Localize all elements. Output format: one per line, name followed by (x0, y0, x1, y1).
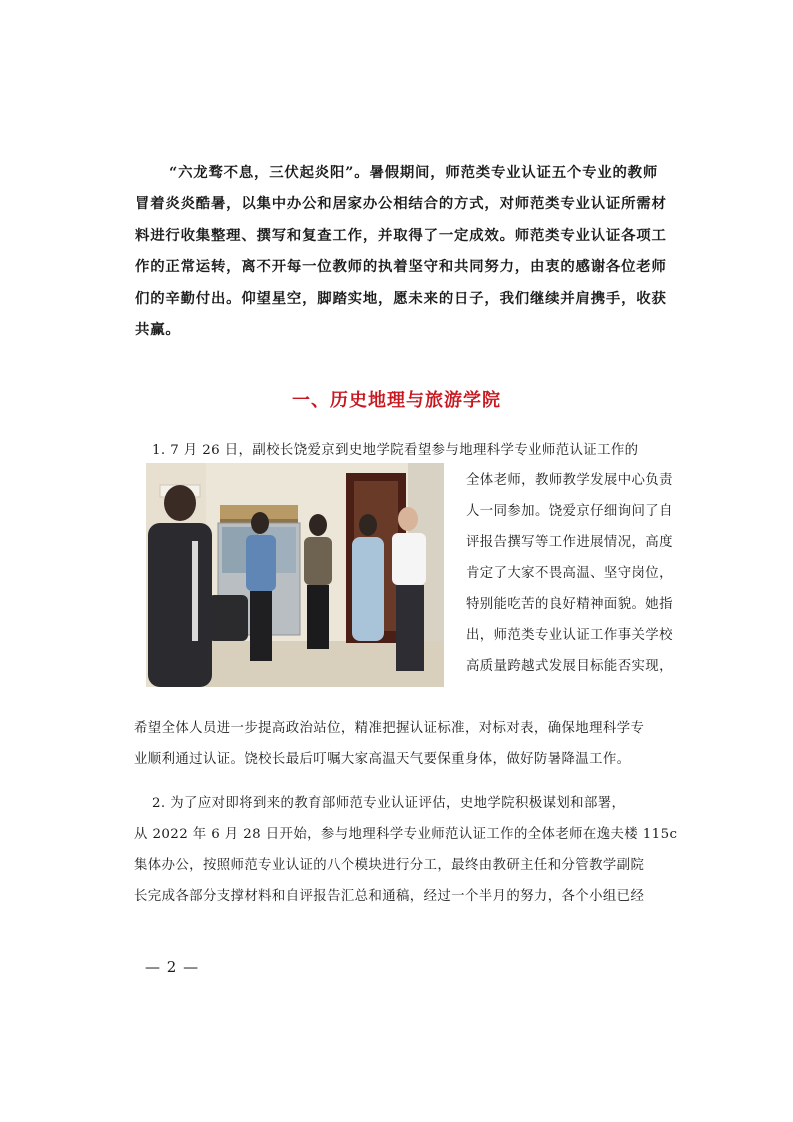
item1-wrap-line: 肯定了大家不畏高温、坚守岗位， (466, 566, 673, 581)
item2-line: 2. 为了应对即将到来的教育部师范专业认证评估，史地学院积极谋划和部署， (152, 796, 626, 811)
intro-line: “六龙骛不息，三伏起炎阳”。暑假期间，师范类专业认证五个专业的教师 (169, 164, 659, 181)
item2-line: 长完成各部分支撑材料和自评报告汇总和通稿，经过一个半月的努力，各个小组已经 (134, 889, 645, 904)
section-heading: 一、历史地理与旅游学院 (292, 390, 501, 411)
item1-first-line: 1. 7 月 26 日，副校长饶爱京到史地学院看望参与地理科学专业师范认证工作的 (152, 443, 639, 458)
intro-line: 料进行收集整理、撰写和复查工作，并取得了一定成效。师范类专业认证各项工 (135, 226, 667, 244)
item1-wrap-line: 特别能吃苦的良好精神面貌。她指 (466, 597, 673, 612)
intro-line: 作的正常运转，离不开每一位教师的执着坚守和共同努力，由衷的感谢各位老师 (135, 258, 667, 276)
item1-wrap-line: 人一同参加。饶爱京仔细询问了自 (466, 504, 673, 519)
item1-wrap-line: 高质量跨越式发展目标能否实现， (466, 659, 673, 674)
item2-line: 集体办公，按照师范专业认证的八个模块进行分工，最终由教研主任和分管教学副院 (134, 858, 645, 873)
page-number: — 2 — (145, 958, 200, 976)
item1-wrap-line: 出，师范类专业认证工作事关学校 (466, 628, 673, 643)
item1-full-line: 业顺利通过认证。饶校长最后叮嘱大家高温天气要保重身体，做好防暑降温工作。 (134, 752, 631, 767)
item2-line: 从 2022 年 6 月 28 日开始，参与地理科学专业师范认证工作的全体老师在逸夫楼 115c (134, 827, 678, 842)
item1-wrap-line: 评报告撰写等工作进展情况，高度 (466, 535, 673, 550)
intro-line: 们的辛勤付出。仰望星空，脚踏实地，愿未来的日子，我们继续并肩携手，收获 (135, 289, 667, 307)
intro-paragraph (135, 157, 665, 345)
intro-line: 冒着炎炎酷暑，以集中办公和居家办公相结合的方式，对师范类专业认证所需材 (135, 195, 667, 213)
intro-line: 共赢。 (135, 321, 181, 339)
meeting-photo (146, 463, 444, 687)
item1-full-line: 希望全体人员进一步提高政治站位，精准把握认证标准，对标对表，确保地理科学专 (134, 721, 645, 736)
item1-wrap-line: 全体老师，教师教学发展中心负责 (466, 473, 673, 488)
